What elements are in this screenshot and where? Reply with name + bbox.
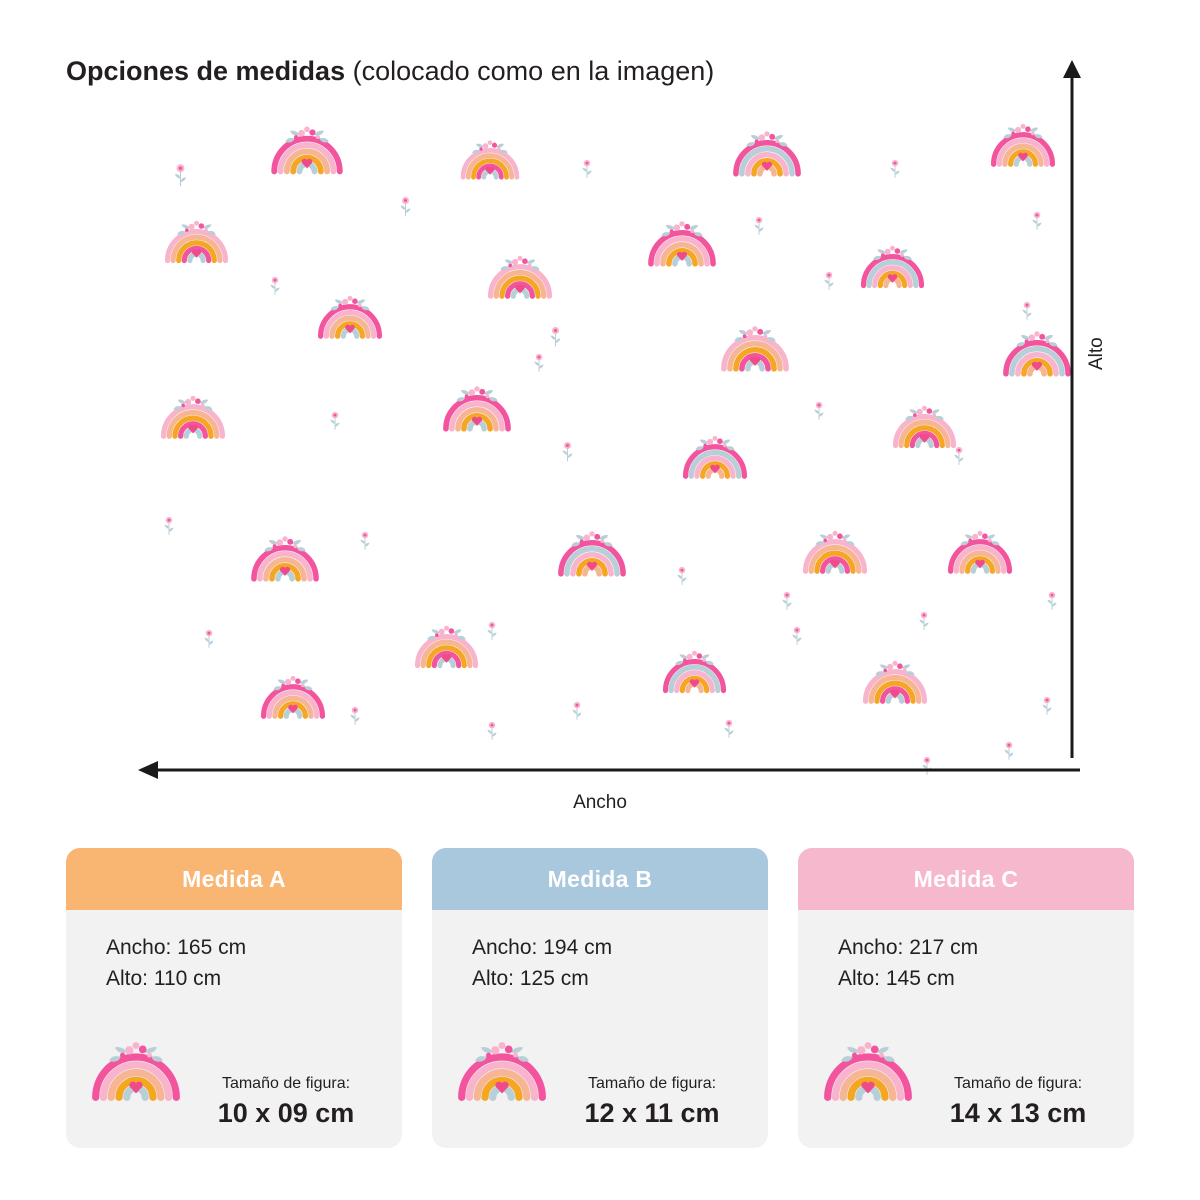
rainbow-icon — [248, 530, 322, 583]
pattern-rainbow — [680, 430, 750, 485]
pattern-rainbow — [718, 320, 792, 378]
rainbow-icon — [718, 320, 792, 373]
measure-card-b-figure-row — [432, 1034, 768, 1130]
pattern-rainbow — [412, 620, 481, 675]
measure-card-c-title: Medida C — [798, 848, 1134, 910]
pattern-rainbow — [730, 125, 804, 183]
flower-icon — [570, 700, 584, 721]
flower-icon — [162, 515, 176, 536]
flower-icon — [485, 720, 499, 741]
flower-icon — [675, 565, 689, 586]
measure-card-a-figure-caption: Tamaño de figura: — [221, 1075, 351, 1092]
pattern-flower — [348, 705, 362, 731]
pattern-rainbow — [162, 215, 231, 270]
flower-icon — [172, 162, 189, 188]
rainbow-icon — [660, 645, 729, 695]
pattern-flower — [1045, 590, 1059, 616]
measure-card-b-width: Ancho: 194 cm — [472, 936, 613, 959]
pattern-flower — [675, 565, 689, 591]
pattern-rainbow — [555, 525, 629, 583]
measure-card-a-figure-size: 10 x 09 cm — [217, 1098, 355, 1128]
measure-card-c-figure-caption: Tamaño de figura: — [953, 1075, 1083, 1092]
flower-icon — [780, 590, 794, 611]
measure-card-b-figure-caption: Tamaño de figura: — [587, 1075, 717, 1092]
flower-icon — [888, 158, 902, 179]
flower-icon — [348, 705, 362, 726]
pattern-flower — [1020, 300, 1034, 326]
pattern-flower — [172, 162, 189, 193]
flower-icon — [398, 195, 413, 218]
pattern-rainbow — [268, 120, 346, 181]
measure-card-a-dimensions — [66, 910, 402, 994]
rainbow-icon — [458, 135, 522, 181]
rainbow-icon — [988, 118, 1058, 168]
pattern-flower — [888, 158, 902, 184]
measure-card-b-title: Medida B — [432, 848, 768, 910]
measure-card-b-height: Alto: 125 cm — [472, 967, 589, 990]
flower-icon — [560, 440, 575, 463]
pattern-flower — [1040, 695, 1054, 721]
measure-card-c-dimensions — [798, 910, 1134, 994]
rainbow-icon — [158, 390, 228, 440]
pattern-flower — [570, 700, 584, 726]
measure-card-a-figure-text — [184, 1074, 402, 1130]
measure-card-b-dimensions — [432, 910, 768, 994]
pattern-flower — [202, 628, 216, 654]
pattern-flower — [952, 445, 966, 471]
pattern-flower — [485, 620, 499, 646]
measure-card-c-figure-size: 14 x 13 cm — [949, 1098, 1087, 1128]
rainbow-icon — [258, 670, 328, 720]
rainbow-icon — [680, 430, 750, 480]
page-title — [66, 54, 714, 88]
rainbow-icon — [820, 1034, 916, 1130]
pattern-flower — [358, 530, 372, 556]
flower-icon — [1040, 695, 1054, 716]
flower-icon — [1002, 740, 1016, 761]
pattern-rainbow — [158, 390, 228, 445]
rainbow-icon — [268, 120, 346, 176]
pattern-flower — [328, 410, 342, 436]
measure-card-b-figure-size: 12 x 11 cm — [584, 1098, 720, 1128]
rainbow-icon — [454, 1034, 550, 1103]
pattern-rainbow — [645, 215, 719, 273]
rainbow-icon — [315, 290, 385, 340]
flower-icon — [722, 718, 736, 739]
rainbow-icon — [730, 125, 804, 178]
flower-icon — [202, 628, 216, 649]
rainbow-icon — [485, 250, 555, 300]
flower-icon — [917, 610, 931, 631]
flower-icon — [1030, 210, 1044, 231]
pattern-flower — [162, 515, 176, 541]
pattern-flower — [917, 610, 931, 636]
measure-card-a-title: Medida A — [66, 848, 402, 910]
flower-icon — [485, 620, 499, 641]
rainbow-icon — [88, 1034, 184, 1130]
pattern-rainbow — [858, 240, 927, 295]
pattern-rainbow — [440, 380, 514, 438]
flower-icon — [268, 275, 282, 296]
rainbow-icon — [860, 655, 930, 705]
rainbow-icon — [162, 215, 231, 265]
rainbow-icon — [945, 525, 1015, 575]
pattern-flower — [752, 215, 766, 241]
rainbow-icon — [454, 1034, 550, 1130]
pattern-flower — [548, 325, 563, 353]
pattern-rainbow — [945, 525, 1015, 580]
page-title-light: (colocado como en la imagen) — [345, 56, 715, 86]
measure-card-c-width: Ancho: 217 cm — [838, 936, 979, 959]
measure-card-b[interactable] — [432, 848, 768, 1148]
measure-card-c[interactable] — [798, 848, 1134, 1148]
rainbow-icon — [858, 240, 927, 290]
height-axis-arrow — [1062, 60, 1082, 760]
measure-card-a-width: Ancho: 165 cm — [106, 936, 247, 959]
pattern-flower — [722, 718, 736, 744]
pattern-rainbow — [800, 525, 870, 580]
pattern-rainbow — [258, 670, 328, 725]
measure-card-a[interactable] — [66, 848, 402, 1148]
flower-icon — [1020, 300, 1034, 321]
pattern-flower — [822, 270, 836, 296]
pattern-flower — [790, 625, 804, 651]
measure-card-c-figure-text — [916, 1074, 1134, 1130]
rainbow-icon — [820, 1034, 916, 1103]
flower-icon — [580, 158, 594, 179]
pattern-flower — [268, 275, 282, 301]
rainbow-icon — [412, 620, 481, 670]
measure-card-c-height: Alto: 145 cm — [838, 967, 955, 990]
pattern-flower — [560, 440, 575, 468]
height-axis-label: Alto — [1086, 337, 1107, 370]
rainbow-icon — [645, 215, 719, 268]
flower-icon — [358, 530, 372, 551]
pattern-flower — [485, 720, 499, 746]
pattern-rainbow — [660, 645, 729, 700]
flower-icon — [952, 445, 966, 466]
pattern-flower — [580, 158, 594, 184]
pattern-rainbow — [315, 290, 385, 345]
flower-icon — [790, 625, 804, 646]
measure-card-a-figure-row — [66, 1034, 402, 1130]
flower-icon — [812, 400, 826, 421]
flower-icon — [752, 215, 766, 236]
pattern-rainbow — [860, 655, 930, 710]
pattern-flower — [812, 400, 826, 426]
pattern-rainbow — [485, 250, 555, 305]
width-axis-arrow — [138, 760, 1082, 780]
pattern-flower — [1030, 210, 1044, 236]
measure-options-list — [66, 848, 1134, 1148]
flower-icon — [1045, 590, 1059, 611]
measure-card-b-figure-text — [550, 1074, 768, 1130]
rainbow-icon — [890, 400, 959, 450]
pattern-rainbow — [890, 400, 959, 455]
rainbow-icon — [88, 1034, 184, 1103]
flower-icon — [328, 410, 342, 431]
pattern-flower — [532, 352, 546, 378]
flower-icon — [822, 270, 836, 291]
pattern-rainbow — [458, 135, 522, 186]
pattern-flower — [780, 590, 794, 616]
rainbow-icon — [800, 525, 870, 575]
pattern-flower — [398, 195, 413, 223]
flower-icon — [532, 352, 546, 373]
pattern-rainbow — [988, 118, 1058, 173]
measure-card-c-figure-row — [798, 1034, 1134, 1130]
flower-icon — [548, 325, 563, 348]
pattern-rainbow — [248, 530, 322, 588]
page-title-strong: Opciones de medidas — [66, 56, 346, 86]
wallpaper-pattern-preview — [140, 100, 1070, 760]
measure-card-a-height: Alto: 110 cm — [106, 967, 222, 990]
rainbow-icon — [440, 380, 514, 433]
rainbow-icon — [555, 525, 629, 578]
width-axis-label: Ancho — [573, 792, 627, 813]
